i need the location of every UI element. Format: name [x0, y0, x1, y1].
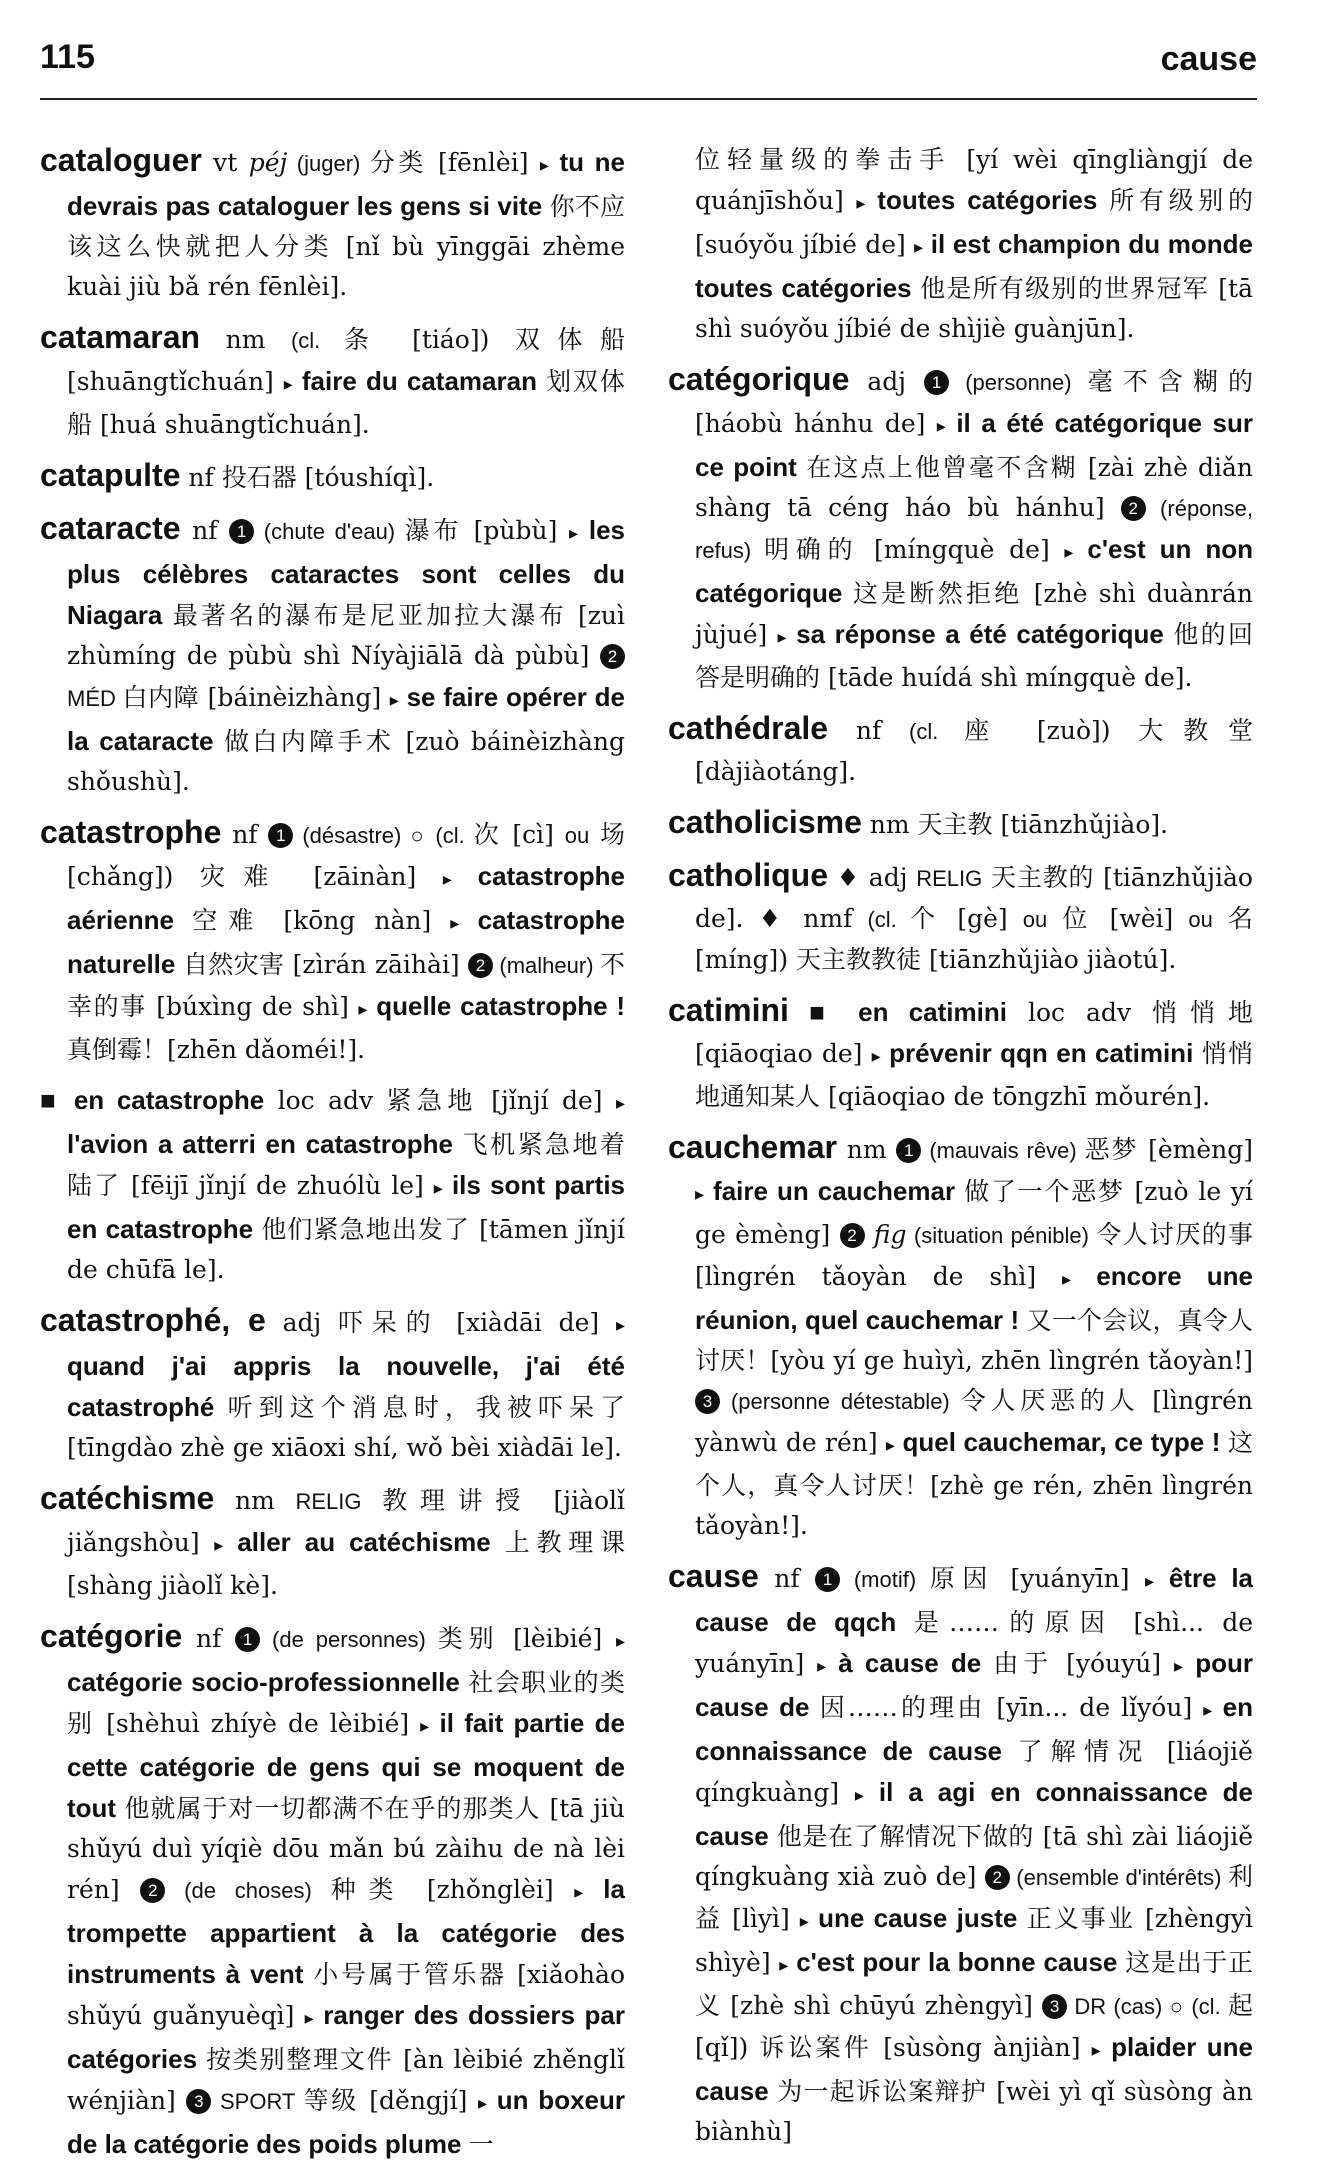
example-marker: ▸ — [1091, 2040, 1101, 2061]
example-marker: ▸ — [574, 1882, 584, 1903]
dictionary-entry — [40, 1300, 625, 1468]
dictionary-entry — [40, 812, 625, 1070]
grammar-label: (motif) — [840, 1567, 930, 1592]
translation-text: 令人厌恶的人 [lìngrén yànwù de rén] — [695, 1386, 1253, 1457]
translation-text: 在这点上他曾毫不含糊 [zài zhè diǎn shàng tā céng háo bù hánhu] — [695, 453, 1253, 522]
example-marker: ▸ — [358, 999, 368, 1020]
running-head: cause — [1160, 40, 1257, 78]
translation-text: 是……的原因 [shì... de yuányīn] — [695, 1608, 1254, 1678]
example-phrase: encore une réunion, quel cauchemar ! — [695, 1261, 1254, 1335]
dictionary-entry — [668, 1556, 1253, 2152]
translation-text: 悄悄地通知某人 [qiāoqiao de tōngzhī mǒurén]. — [695, 1039, 1253, 1111]
translation-text: 了解情况 [liáojiě qíngkuàng] — [695, 1737, 1253, 1807]
translation-text: 次 [cì] — [473, 820, 565, 849]
translation-text: nf — [182, 1624, 236, 1653]
usage-label: fig — [864, 1220, 907, 1249]
example-phrase: l'avion a atterri en catastrophe — [67, 1129, 463, 1159]
translation-text: 起 [qǐ]) 诉讼案件 [sùsòng ànjiàn] — [695, 1991, 1253, 2062]
example-marker: ▸ — [1203, 1700, 1213, 1721]
example-marker: ▸ — [871, 1046, 881, 1067]
translation-text: 分类 [fēnlèi] — [369, 148, 540, 177]
example-phrase: c'est pour la bonne cause — [788, 1947, 1126, 1977]
translation-text: nf 投石器 [tóushíqì]. — [180, 463, 435, 492]
translation-text: nm — [200, 325, 291, 354]
headword: cataracte — [40, 510, 181, 546]
grammar-label: (cl. — [867, 907, 911, 932]
grammar-label: RELIG — [295, 1489, 362, 1514]
example-marker: ▸ — [539, 155, 549, 176]
example-marker: ▸ — [1144, 1571, 1155, 1592]
translation-text: 正义事业 [zhèngyì shìyè] — [695, 1904, 1253, 1977]
example-marker: ▸ — [568, 523, 578, 544]
sense-number: 2 — [600, 644, 625, 669]
grammar-label: (personne détestable) — [720, 1389, 961, 1414]
translation-text: 位轻量级的拳击手 [yí wèi qīngliàngjí de quánjīshǒu] — [695, 145, 1253, 215]
translation-text: 又一个会议，真令人讨厌！[yòu yí ge huìyì, zhēn lìngrén tǎoyàn!] — [695, 1306, 1253, 1375]
headword: catastrophe — [40, 814, 222, 850]
dictionary-entry — [40, 1478, 625, 1606]
translation-text: 他是在了解情况下做的 [tā shì zài liáojiě qíngkuàng xià zuò de] — [695, 1822, 1253, 1891]
example-marker: ▸ — [914, 237, 924, 258]
grammar-label: ou — [1188, 907, 1213, 932]
example-marker: ▸ — [442, 869, 452, 890]
example-phrase: quelle catastrophe ! — [367, 991, 625, 1021]
grammar-label: SPORT — [211, 2089, 304, 2114]
example-phrase: ranger des dossiers par catégories — [67, 2000, 625, 2074]
example-phrase: un boxeur de la catégorie des poids plume — [67, 2085, 625, 2159]
example-marker: ▸ — [885, 1435, 895, 1456]
dictionary-entry — [40, 508, 625, 802]
example-phrase: catastrophe naturelle — [67, 905, 626, 979]
example-phrase: catégorie socio-professionnelle — [67, 1667, 469, 1697]
translation-text: 做了一个恶梦 [zuò le yí ge èmèng] — [695, 1177, 1253, 1249]
translation-text: 空难 [kōng nàn] — [192, 906, 451, 935]
translation-text: 恶梦 [èmèng] — [1084, 1135, 1253, 1164]
grammar-label: (réponse, refus) — [695, 496, 1253, 563]
grammar-label: MÉD — [67, 686, 123, 711]
example-phrase: à cause de — [826, 1648, 994, 1678]
example-marker: ▸ — [1064, 542, 1074, 563]
translation-text: nf — [828, 716, 910, 745]
dictionary-entry — [40, 317, 625, 445]
example-marker: ▸ — [304, 2008, 314, 2029]
headword: catastrophé, e — [40, 1302, 266, 1338]
translation-text: 为一起诉讼案辩护 [wèi yì qǐ sùsòng àn biànhù] — [695, 2077, 1253, 2146]
translation-text: 他是所有级别的世界冠军 [tā shì suóyǒu jíbié de shìjiè guànjūn]. — [695, 274, 1253, 343]
sense-number: 2 — [140, 1878, 165, 1903]
example-phrase: quand j'ai appris la nouvelle, j'ai été catastrophé — [67, 1351, 625, 1422]
example-phrase: c'est un non catégorique — [695, 534, 1253, 608]
translation-text: 名 [míng]) 天主教教徒 [tiānzhǔjiào jiàotú]. — [695, 904, 1253, 974]
sense-number: 1 — [229, 519, 254, 544]
translation-text: 位 [wèi] — [1047, 904, 1189, 933]
sense-number: 3 — [1042, 1994, 1067, 2019]
sense-number: 3 — [695, 1389, 720, 1414]
grammar-label: (ensemble d'intérêts) — [1009, 1865, 1228, 1890]
example-phrase: il a agi en connaissance de cause — [695, 1777, 1253, 1851]
headword: catholicisme — [668, 804, 862, 840]
left-column — [40, 140, 625, 2175]
example-marker: ▸ — [433, 1178, 443, 1199]
translation-text: 明确的 [míngquè de] — [764, 535, 1065, 564]
translation-text: nm — [214, 1486, 296, 1515]
example-phrase: il a été catégorique sur ce point — [695, 408, 1253, 482]
grammar-label: (chute d'eau) — [254, 519, 405, 544]
translation-text: 自然灾害 [zìrán zāihài] — [182, 950, 468, 979]
grammar-label: (mauvais rêve) — [921, 1138, 1085, 1163]
sense-number: 1 — [235, 1627, 260, 1652]
dictionary-entry — [668, 1127, 1253, 1546]
translation-text: nm 天主教 [tiānzhǔjiào]. — [861, 810, 1169, 839]
translation-text: 真倒霉！[zhēn dǎoméi!]. — [67, 1035, 366, 1064]
sense-number: 3 — [186, 2089, 211, 2114]
headword: catapulte — [40, 457, 181, 493]
example-marker: ▸ — [450, 913, 460, 934]
example-marker: ▸ — [389, 690, 399, 711]
example-marker: ▸ — [1062, 1269, 1072, 1290]
translation-text: adj — [849, 367, 925, 396]
translation-text: 他的回答是明确的 [tāde huídá shì míngquè de]. — [695, 620, 1253, 692]
sense-number: 1 — [896, 1138, 921, 1163]
example-marker: ▸ — [936, 416, 946, 437]
example-phrase: faire du catamaran — [292, 366, 547, 396]
dictionary-entry — [668, 802, 1253, 845]
headword: catholique — [668, 857, 829, 893]
example-marker: ▸ — [477, 2093, 487, 2114]
headword: catimini — [668, 992, 789, 1028]
translation-text: loc adv 悄悄地 [qiāoqiao de] — [695, 998, 1254, 1068]
example-marker: ▸ — [615, 1315, 626, 1336]
translation-text: 个 [gè] — [910, 904, 1023, 933]
translation-text: 教理讲授 [jiàolǐ jiǎngshòu] — [67, 1486, 626, 1557]
sense-number: 2 — [1121, 496, 1146, 521]
example-phrase: se faire opérer de la cataracte — [67, 682, 625, 756]
translation-text: 原因 [yuányīn] — [929, 1564, 1145, 1593]
translation-text: 这是出于正义 [zhè shì chūyú zhèngyì] — [695, 1948, 1253, 2020]
sense-number: 2 — [468, 953, 493, 978]
translation-text: ♦ adj — [828, 863, 917, 892]
example-phrase: la trompette appartient à la catégorie des instruments à vent — [67, 1874, 625, 1989]
translation-text: nf — [758, 1564, 816, 1593]
example-phrase: pour cause de — [695, 1648, 1253, 1722]
sense-number: 1 — [924, 370, 949, 395]
translation-text: 小号属于管乐器 [xiǎohào shǔyú guǎnyuèqì] — [67, 1960, 625, 2030]
example-phrase: il est champion du monde toutes catégories — [695, 229, 1253, 303]
translation-text: nf — [221, 820, 269, 849]
page-header — [40, 28, 1257, 100]
grammar-label: (juger) — [287, 151, 370, 176]
dictionary-entry — [40, 1616, 625, 2165]
grammar-label: DR (cas) ○ (cl. — [1067, 1994, 1228, 2019]
example-phrase: en connaissance de cause — [695, 1692, 1253, 1766]
sense-number: 2 — [985, 1865, 1010, 1890]
example-marker: ▸ — [615, 1093, 625, 1114]
translation-text: 令人讨厌的事 [lìngrén tǎoyàn de shì] — [695, 1220, 1253, 1291]
right-column — [668, 140, 1253, 2162]
example-marker: ▸ — [854, 1785, 864, 1806]
translation-text: 做白内障手术 [zuò báinèizhàng shǒushù]. — [67, 727, 625, 796]
grammar-label: (cl. — [290, 328, 344, 353]
translation-text: 他们紧急地出发了 [tāmen jǐnjí de chūfā le]. — [67, 1215, 625, 1284]
translation-text: 座 [zuò]) 大教堂 [dàjiàotáng]. — [695, 716, 1253, 786]
translation-text: 他就属于对一切都满不在乎的那类人 [tā jiù shǔyú duì yíqiè dōu mǎn bú zàihu de nà lèi rén] — [67, 1794, 625, 1904]
headword: catégorie — [40, 1618, 183, 1654]
translation-text: 听到这个消息时，我被吓呆了 [tīngdào zhè ge xiāoxi shí, wǒ bèi xiàdāi le]. — [67, 1393, 625, 1462]
dictionary-entry — [668, 359, 1253, 698]
example-marker: ▸ — [420, 1716, 430, 1737]
translation-text: 等级 [děngjí] — [303, 2086, 478, 2115]
translation-text: 场 [chǎng]) 灾难 [zāinàn] — [67, 820, 625, 891]
grammar-label: (de personnes) — [260, 1627, 438, 1652]
translation-text: 这是断然拒绝 [zhè shì duànrán jùjué] — [695, 579, 1254, 649]
grammar-label: ou — [564, 823, 590, 848]
example-phrase: il fait partie de cette catégorie de gens qui se moquent de tout — [67, 1708, 625, 1823]
translation-text: 最著名的瀑布是尼亚加拉大瀑布 [zuì zhùmíng de pùbù shì Níyàjiālā dà pùbù] — [67, 601, 625, 670]
grammar-label: RELIG — [916, 866, 983, 891]
sense-number: 1 — [815, 1567, 840, 1592]
translation-text: 毫不含糊的 [háobù hánhu de] — [695, 367, 1253, 438]
example-phrase: catastrophe aérienne — [67, 861, 625, 935]
translation-text: 由于 [yóuyú] — [993, 1649, 1174, 1678]
headword: catégorique — [668, 361, 850, 397]
example-marker: ▸ — [799, 1911, 809, 1932]
example-marker: ▸ — [1174, 1656, 1184, 1677]
translation-text: vt — [201, 148, 249, 177]
translation-text: adj 吓呆的 [xiàdāi de] — [265, 1308, 616, 1337]
example-phrase: quel cauchemar, ce type ! — [894, 1427, 1228, 1457]
translation-text: 所有级别的 [suóyǒu jíbié de] — [695, 186, 1254, 259]
translation-text: 条 [tiáo]) 双体船 [shuāngtǐchuán] — [67, 325, 625, 396]
example-marker: ▸ — [214, 1535, 224, 1556]
dictionary-entry — [668, 708, 1253, 792]
example-phrase: toutes catégories — [865, 185, 1110, 215]
translation-text: 天主教的 [tiānzhǔjiào de]. ♦ nmf — [695, 863, 1253, 933]
translation-text: 一 — [468, 2130, 494, 2159]
headword: cauchemar — [668, 1129, 837, 1165]
example-phrase: les plus célèbres cataractes sont celles du Niagara — [67, 515, 625, 630]
dictionary-entry — [668, 990, 1253, 1117]
usage-label: péj — [248, 148, 288, 177]
translation-text: 社会职业的类别 [shèhuì zhíyè de lèibié] — [67, 1668, 625, 1738]
example-phrase: sa réponse a été catégorique — [786, 619, 1174, 649]
translation-text: 划双体船 [huá shuāngtǐchuán]. — [67, 367, 625, 439]
grammar-label: (personne) — [949, 370, 1088, 395]
headword: cathédrale — [668, 710, 829, 746]
translation-text: 瀑布 [pùbù] — [404, 516, 569, 545]
example-phrase: prévenir qqn en catimini — [880, 1038, 1202, 1068]
translation-text: 白内障 [báinèizhàng] — [122, 683, 390, 712]
translation-text: 你不应该这么快就把人分类 [nǐ bù yīnggāi zhème kuài jiù bǎ rén fēnlèi]. — [67, 192, 625, 301]
translation-text: 不幸的事 [búxìng de shì] — [67, 950, 626, 1021]
example-phrase: une cause juste — [808, 1903, 1027, 1933]
example-phrase: ■ en catastrophe — [40, 1085, 265, 1115]
dictionary-entry — [40, 1080, 625, 1290]
example-phrase: faire un cauchemar — [704, 1176, 965, 1206]
example-phrase: être la cause de qqch — [695, 1563, 1254, 1637]
entry-continuation — [668, 140, 1253, 349]
dictionary-entry — [668, 855, 1253, 980]
example-phrase: aller au catéchisme — [223, 1527, 505, 1557]
translation-text: 按类别整理文件 [àn lèibié zhěnglǐ wénjiàn] — [67, 2045, 626, 2115]
grammar-label: (situation pénible) — [906, 1223, 1097, 1248]
translation-text: 利益 [lìyì] — [695, 1862, 1253, 1933]
page-number: 115 — [40, 38, 95, 76]
translation-text: loc adv 紧急地 [jǐnjí de] — [264, 1086, 616, 1115]
grammar-label: (de choses) — [165, 1878, 331, 1903]
example-marker: ▸ — [777, 627, 787, 648]
grammar-label: (malheur) — [492, 953, 600, 978]
example-marker: ▸ — [615, 1631, 626, 1652]
example-marker: ▸ — [695, 1184, 705, 1205]
translation-text: 种类 [zhǒnglèi] — [330, 1875, 575, 1904]
translation-text: nm — [836, 1135, 897, 1164]
grammar-label: (désastre) ○ (cl. — [293, 823, 474, 848]
example-phrase: plaider une cause — [695, 2032, 1253, 2106]
example-marker: ▸ — [283, 374, 293, 395]
translation-text: 因……的理由 [yīn... de lǐyóu] — [819, 1693, 1204, 1722]
example-phrase: tu ne devrais pas cataloguer les gens si vite — [67, 147, 625, 221]
headword: cataloguer — [40, 142, 202, 178]
translation-text: 飞机紧急地着陆了 [fēijī jǐnjí de zhuólù le] — [67, 1130, 625, 1200]
dictionary-entry — [40, 140, 625, 307]
sense-number: 1 — [268, 823, 293, 848]
headword: catéchisme — [40, 1480, 215, 1516]
example-marker: ▸ — [779, 1955, 789, 1976]
example-marker: ▸ — [817, 1656, 827, 1677]
example-marker: ▸ — [856, 193, 866, 214]
headword: catamaran — [40, 319, 201, 355]
translation-text: 上教理课 [shàng jiàolǐ kè]. — [67, 1528, 625, 1600]
sense-number: 2 — [840, 1223, 865, 1248]
headword: cause — [668, 1558, 759, 1594]
translation-text: 这个人，真令人讨厌！[zhè ge rén, zhēn lìngrén tǎoyàn!]. — [695, 1428, 1253, 1540]
translation-text: 类别 [lèibié] — [437, 1624, 616, 1653]
dictionary-entry — [40, 455, 625, 498]
translation-text: nf — [180, 516, 230, 545]
grammar-label: ou — [1022, 907, 1048, 932]
example-phrase: ■ en catimini — [788, 997, 1007, 1027]
grammar-label: (cl. — [909, 719, 965, 744]
example-phrase: ils sont partis en catastrophe — [67, 1170, 625, 1244]
